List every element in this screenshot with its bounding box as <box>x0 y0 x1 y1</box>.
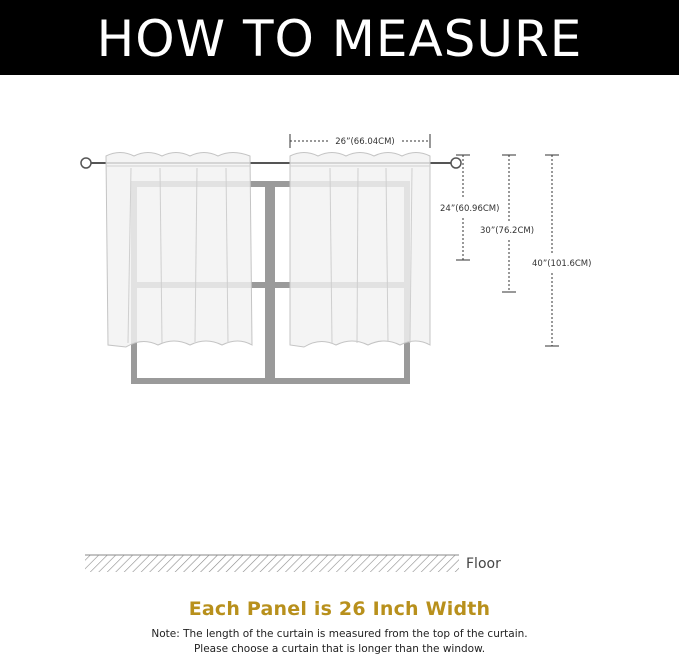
page-title: HOW TO MEASURE <box>96 9 583 68</box>
length-label-30: 30”(76.2CM) <box>480 226 535 236</box>
floor-hatch <box>85 555 459 572</box>
panel-width-label: 26”(66.04CM) <box>335 137 395 147</box>
title-banner <box>0 0 679 75</box>
note-line-2: Please choose a curtain that is longer than the window. <box>193 643 486 655</box>
measurement-diagram <box>0 75 679 595</box>
panel-width-headline: Each Panel is 26 Inch Width <box>188 598 491 620</box>
floor-label: Floor <box>466 556 501 572</box>
curtain-panel-right <box>290 153 430 348</box>
note-line-1: Note: The length of the curtain is measured from the top of the curtain. <box>151 628 528 640</box>
curtain-panel-left <box>106 153 252 348</box>
length-dimension-40 <box>545 155 559 346</box>
length-label-24: 24”(60.96CM) <box>440 204 500 214</box>
length-label-40: 40”(101.6CM) <box>532 259 592 269</box>
length-dimension-30 <box>502 155 516 292</box>
